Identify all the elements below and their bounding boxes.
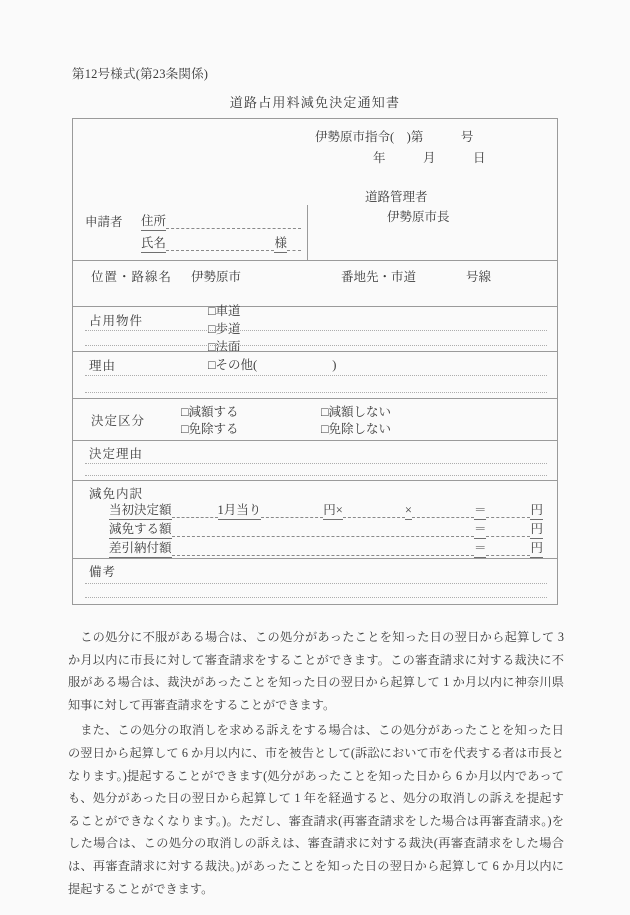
decision-reason-writeline-1[interactable] — [85, 463, 547, 464]
checkbox-slope[interactable]: □法面 — [208, 340, 241, 354]
initial-equals-operator: ＝ — [474, 500, 487, 520]
appeal-paragraph-2: また、この処分の取消しを求める訴えをする場合は、この処分があったことを知った日の翌日から起算して 6 か月以内に、市を被告として(訴訟において市を代表する者は市長となります。)提起することができます(処分があったことを知った日から 6 か月以内であっても、処分があった日の翌日から起算して 1 年を経過すると、処分の取消しの訴えを提起することができなくなります。)。ただし、審査請求(再審査請求をした場合は再審査請求。)をした場合は、この処分の取消しの訴えは、審査請求に対する裁決(再審査請求をした場合は、再審査請求に対する裁決。)があったことを知った日の翌日から起算して 6 か月以内に提起することができます。 — [68, 723, 564, 896]
reason-writeline-2[interactable] — [85, 392, 547, 393]
reduction-amount-row[interactable] — [109, 520, 543, 539]
reduction-amount-gap-1 — [172, 524, 474, 537]
remarks-row — [73, 559, 557, 605]
applicant-address-label: 住所 — [141, 211, 166, 231]
reason-label: 理由 — [89, 359, 117, 373]
decision-category-column-1 — [181, 404, 239, 437]
appeal-instructions — [68, 626, 564, 903]
reduction-amount-label: 減免する額 — [109, 519, 172, 539]
decision-reason-row — [73, 441, 557, 481]
net-payment-gap-1 — [172, 543, 474, 556]
checkbox-other[interactable]: □その他( ) — [208, 358, 337, 372]
issue-date: 年 月 日 — [373, 151, 486, 165]
decision-category-label: 決定区分 — [91, 414, 146, 428]
initial-decision-amount-row[interactable] — [109, 501, 543, 520]
applicant-cell — [73, 205, 308, 260]
applicant-name-field[interactable] — [141, 231, 301, 253]
checkbox-not-reduce[interactable]: □減額しない — [321, 405, 392, 419]
document-title: 道路占用料減免決定通知書 — [229, 95, 401, 110]
net-payment-amount-label: 差引納付額 — [109, 538, 172, 558]
applicant-name-writeline — [166, 239, 274, 251]
applicant-name-writeline-end — [287, 239, 301, 251]
remarks-label: 備考 — [89, 565, 117, 579]
reason-writeline-1[interactable] — [85, 375, 547, 376]
occupancy-object-writeline-1[interactable] — [85, 330, 547, 331]
initial-amount-gap-5 — [486, 505, 530, 518]
checkbox-reduce[interactable]: □減額する — [181, 405, 239, 419]
appeal-paragraph-1: この処分に不服がある場合は、この処分があったことを知った日の翌日から起算して 3 か月以内に市長に対して審査請求をすることができます。この審査請求に対する裁決に不服がある場合は、裁決があったことを知った日の翌日から起算して 1 か月以内に神奈川県知事に対して再審査請求をすることができます。 — [68, 630, 564, 712]
applicant-name-label: 氏名 — [141, 233, 166, 253]
occupancy-object-writeline-2[interactable] — [85, 345, 547, 346]
decision-reason-writeline-2[interactable] — [85, 475, 547, 476]
times-operator: × — [405, 503, 412, 520]
applicant-label: 申請者 — [85, 215, 123, 229]
net-payment-gap-2 — [486, 543, 530, 556]
checkbox-roadway[interactable]: □車道 — [208, 304, 241, 318]
initial-amount-yen-unit: 円 — [530, 500, 543, 520]
occupancy-object-row — [73, 307, 557, 352]
checkbox-exempt[interactable]: □免除する — [181, 421, 239, 436]
monthly-unit-label: 1月当り — [218, 500, 262, 520]
location-route-label: 位置・路線名 — [91, 270, 173, 284]
checkbox-not-exempt[interactable]: □免除しない — [321, 421, 392, 436]
reason-row — [73, 352, 557, 399]
reduction-equals-operator: ＝ — [474, 519, 487, 539]
decision-category-row — [73, 399, 557, 441]
issue-number: 伊勢原市指令( )第 号 — [315, 130, 474, 144]
administrator-label: 道路管理者 — [365, 190, 428, 204]
initial-amount-gap-1 — [172, 505, 218, 518]
reduction-breakdown-label: 減免内訳 — [89, 487, 144, 501]
remarks-writeline-1[interactable] — [85, 583, 547, 584]
initial-amount-gap-3 — [343, 505, 405, 518]
applicant-address-writeline — [166, 217, 301, 229]
form-header-row — [73, 119, 557, 261]
road-administrator-block — [365, 187, 450, 227]
net-payment-equals-operator: ＝ — [474, 538, 487, 558]
applicant-address-field[interactable] — [141, 209, 301, 231]
issue-block — [297, 127, 547, 169]
yen-times-operator: 円× — [323, 500, 343, 520]
location-address-line: 伊勢原市 番地先・市道 号線 — [191, 270, 492, 284]
reduction-breakdown-row — [73, 481, 557, 559]
decision-reason-label: 決定理由 — [89, 447, 144, 461]
decision-category-column-2 — [321, 404, 391, 437]
initial-amount-gap-2 — [261, 505, 323, 518]
occupancy-object-label: 占用物件 — [89, 314, 144, 328]
notification-form-table — [72, 118, 558, 605]
net-payment-yen-unit: 円 — [530, 538, 543, 558]
form-number: 第12号様式(第23条関係) — [72, 67, 209, 81]
net-payment-amount-row[interactable] — [109, 539, 543, 558]
reduction-amount-yen-unit: 円 — [530, 519, 543, 539]
initial-decision-amount-label: 当初決定額 — [109, 500, 172, 520]
initial-amount-gap-4 — [412, 505, 474, 518]
administrator-name: 伊勢原市長 — [387, 210, 450, 224]
checkbox-sidewalk[interactable]: □歩道 — [208, 322, 241, 336]
applicant-name-suffix: 様 — [274, 233, 287, 253]
remarks-writeline-2[interactable] — [85, 597, 547, 598]
reduction-amount-gap-2 — [486, 524, 530, 537]
